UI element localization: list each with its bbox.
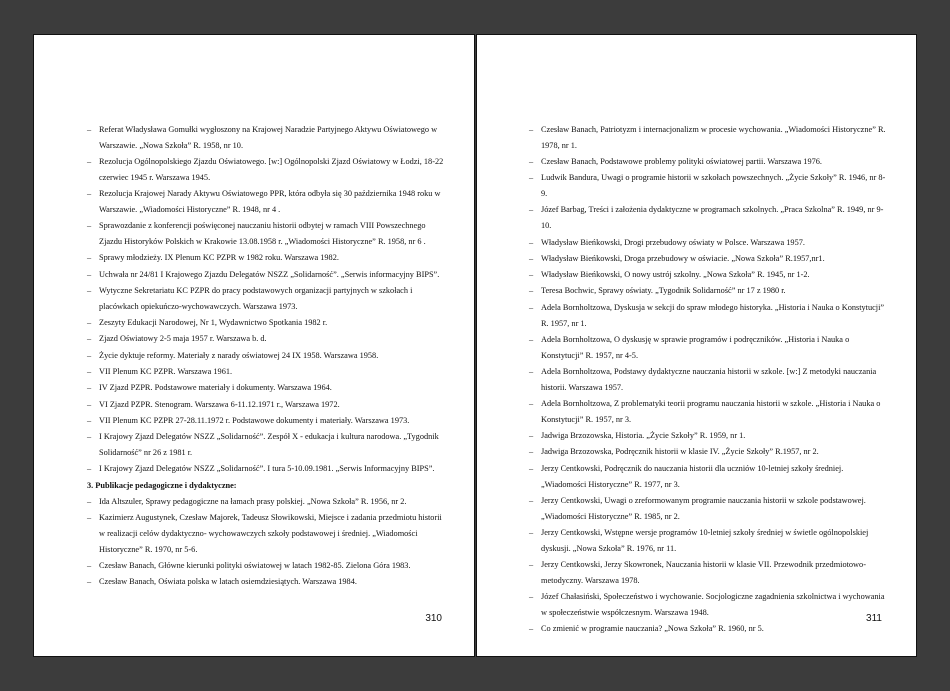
list-dash: –	[529, 463, 534, 473]
entry-text: Józef Barbag, Treści i założenia dydaktyczne w programach szkolnych. „Praca Szkolna” R. 1949, nr 9-10.	[541, 205, 884, 231]
entry-text: Czesław Banach, Patriotyzm i internacjonalizm w procesie wychowania. „Wiadomości Historyczne” R. 1978, nr 1.	[541, 125, 886, 150]
bibliography-entry	[529, 444, 889, 460]
list-dash: –	[87, 366, 92, 376]
list-dash: –	[87, 513, 92, 523]
bibliography-entry	[87, 510, 449, 557]
entry-text: Rezolucja Ogólnopolskiego Zjazdu Oświatowego. [w:] Ogólnopolski Zjazd Oświatowy w Łodzi, 18-22 czerwiec 1945 r. Warszawa 1945.	[99, 157, 444, 182]
page-number-left: 310	[425, 613, 442, 624]
list-dash: –	[87, 189, 92, 199]
list-dash: –	[529, 173, 534, 183]
list-dash: –	[529, 270, 534, 280]
bibliography-list-right	[529, 122, 889, 638]
entry-text: I Krajowy Zjazd Delegatów NSZZ „Solidarność”. I tura 5-10.09.1981. „Serwis Informacyjny BIPS”.	[99, 464, 435, 474]
entry-text: Jerzy Centkowski, Uwagi o zreformowanym programie nauczania historii w szkole podstawowej. „Wiadomości Historyczne” R. 1985, nr 2.	[541, 495, 866, 521]
entry-text: Władysław Bieńkowski, O nowy ustrój szkolny. „Nowa Szkoła” R. 1945, nr 1-2.	[541, 270, 810, 280]
bibliography-entry	[529, 300, 889, 332]
list-dash: –	[529, 157, 534, 167]
entry-text: Ludwik Bandura, Uwagi o programie historii w szkołach powszechnych. „Życie Szkoły” R. 1946, nr 8-9.	[541, 173, 886, 199]
list-dash: –	[87, 399, 92, 409]
bibliography-entry	[87, 364, 449, 380]
entry-text: Czesław Banach, Podstawowe problemy polityki oświatowej partii. Warszawa 1976.	[541, 157, 822, 167]
bibliography-entry	[87, 558, 449, 574]
entry-text: Ida Altszuler, Sprawy pedagogiczne na łamach prasy polskiej. „Nowa Szkoła” R. 1956, nr 2.	[99, 496, 407, 506]
list-dash: –	[87, 561, 92, 571]
list-dash: –	[529, 495, 534, 505]
list-dash: –	[87, 432, 92, 442]
entry-text: Władysław Bieńkowski, Drogi przebudowy oświaty w Polsce. Warszawa 1957.	[541, 237, 805, 247]
left-page	[33, 34, 475, 657]
list-dash: –	[87, 318, 92, 328]
right-page	[476, 34, 917, 657]
entry-text: Czesław Banach, Oświata polska w latach osiemdziesiątych. Warszawa 1984.	[99, 577, 357, 587]
list-dash: –	[529, 431, 534, 441]
bibliography-entry	[87, 122, 449, 154]
bibliography-entry	[529, 170, 889, 202]
entry-text: VII Plenum KC PZPR. Warszawa 1961.	[99, 366, 233, 376]
entry-text: Jadwiga Brzozowska, Historia. „Życie Szkoły” R. 1959, nr 1.	[541, 431, 746, 441]
entry-text: VII Plenum KC PZPR 27-28.11.1972 r. Podstawowe dokumenty i materiały. Warszawa 1973.	[99, 415, 410, 425]
list-dash: –	[87, 269, 92, 279]
bibliography-entry	[529, 202, 889, 234]
entry-text: Jadwiga Brzozowska, Podręcznik historii w klasie IV. „Życie Szkoły” R.1957, nr 2.	[541, 447, 819, 457]
bibliography-entry	[529, 589, 889, 621]
entry-text: Zjazd Oświatowy 2-5 maja 1957 r. Warszawa b. d.	[99, 334, 267, 344]
bibliography-entry	[529, 364, 889, 396]
list-dash: –	[529, 205, 534, 215]
bibliography-list-left	[87, 122, 449, 591]
entry-text: Wytyczne Sekretariatu KC PZPR do pracy podstawowych organizacji partyjnych w szkołach i placówkach opiekuńczo-wychowawczych. Warszawa 1973.	[99, 285, 413, 311]
list-dash: –	[87, 221, 92, 231]
bibliography-entry	[529, 428, 889, 444]
bibliography-entry	[87, 154, 449, 186]
entry-text: Adela Bornholtzowa, O dyskusję w sprawie programów i podręczników. „Historia i Nauka o Konstytucji” R. 1957, nr 4-5.	[541, 334, 850, 360]
entry-text: Teresa Bochwic, Sprawy oświaty. „Tygodnik Solidarność” nr 17 z 1980 r.	[541, 286, 786, 296]
bibliography-entry	[529, 122, 889, 154]
bibliography-entry	[87, 250, 449, 266]
list-dash: –	[87, 464, 92, 474]
entry-text: Adela Bornholtzowa, Podstawy dydaktyczne nauczania historii w szkole. [w:] Z metodyki nauczania historii. Warszawa 1957.	[541, 366, 877, 392]
list-dash: –	[529, 125, 534, 134]
list-dash: –	[529, 366, 534, 376]
bibliography-entry	[87, 331, 449, 347]
entry-text: Jerzy Centkowski, Jerzy Skowronek, Nauczania historii w klasie VII. Przewodnik przedmiotowo-metodyczny. Warszawa 1978.	[541, 560, 866, 585]
bibliography-entry	[87, 218, 449, 250]
bibliography-entry	[87, 283, 449, 315]
entry-text: Adela Bornholtzowa, Dyskusja w sekcji do spraw młodego historyka. „Historia i Nauka o Konstytucji” R. 1957, nr 1.	[541, 302, 885, 328]
list-dash: –	[87, 253, 92, 263]
bibliography-entry	[529, 557, 889, 589]
section-heading	[87, 478, 449, 494]
bibliography-entry	[529, 332, 889, 364]
bibliography-entry	[529, 267, 889, 283]
entry-text: Jerzy Centkowski, Wstępne wersje programów 10-letniej szkoły średniej w świetle ogólnopolskiej dyskusji. „Nowa Szkoła” R. 1976, nr 11.	[541, 527, 869, 553]
list-dash: –	[529, 334, 534, 344]
list-dash: –	[87, 285, 92, 295]
list-dash: –	[87, 496, 92, 506]
list-dash: –	[529, 560, 534, 570]
bibliography-entry	[87, 397, 449, 413]
entry-text: Józef Chałasiński, Społeczeństwo i wychowanie. Socjologiczne zagadnienia szkolnictwa i wychowania w społeczeństwie współczesnym. Warszawa 1948.	[541, 592, 885, 617]
bibliography-entry	[87, 461, 449, 477]
entry-text: Władysław Bieńkowski, Droga przebudowy w oświacie. „Nowa Szkoła” R.1957,nr1.	[541, 253, 825, 263]
entry-text: Referat Władysława Gomułki wygłoszony na Krajowej Naradzie Partyjnego Aktywu Oświatowego w Warszawie. „Nowa Szkoła” R. 1958, nr 10.	[99, 125, 438, 150]
list-dash: –	[87, 577, 92, 587]
bibliography-entry	[87, 186, 449, 218]
list-dash: –	[87, 334, 92, 344]
list-dash: –	[529, 592, 534, 602]
bibliography-entry	[87, 267, 449, 283]
list-dash: –	[529, 286, 534, 296]
entry-text: Jerzy Centkowski, Podręcznik do nauczania historii dla uczniów 10-letniej szkoły średniej. „Wiadomości Historyczne” R. 1977, nr 3.	[541, 463, 844, 489]
bibliography-entry	[87, 429, 449, 461]
list-dash: –	[529, 527, 534, 537]
bibliography-entry	[529, 621, 889, 637]
list-dash: –	[87, 125, 92, 134]
entry-text: 3. Publikacje pedagogiczne i dydaktyczne:	[87, 480, 237, 490]
list-dash: –	[87, 415, 92, 425]
bibliography-entry	[87, 574, 449, 590]
page-number-right: 311	[866, 613, 882, 624]
bibliography-entry	[87, 494, 449, 510]
bibliography-entry	[529, 525, 889, 557]
bibliography-entry	[87, 315, 449, 331]
entry-text: Co zmienić w programie nauczania? „Nowa Szkoła” R. 1960, nr 5.	[541, 624, 764, 634]
list-dash: –	[529, 302, 534, 312]
bibliography-entry	[87, 413, 449, 429]
list-dash: –	[529, 447, 534, 457]
entry-text: IV Zjazd PZPR. Podstawowe materiały i dokumenty. Warszawa 1964.	[99, 383, 332, 393]
list-dash: –	[529, 237, 534, 247]
entry-text: Sprawy młodzieży. IX Plenum KC PZPR w 1982 roku. Warszawa 1982.	[99, 253, 339, 263]
entry-text: Zeszyty Edukacji Narodowej, Nr 1, Wydawnictwo Spotkania 1982 r.	[99, 318, 328, 328]
list-dash: –	[87, 157, 92, 167]
bibliography-entry	[529, 235, 889, 251]
bibliography-entry	[529, 396, 889, 428]
entry-text: VI Zjazd PZPR. Stenogram. Warszawa 6-11.12.1971 r., Warszawa 1972.	[99, 399, 340, 409]
entry-text: Adela Bornholtzowa, Z problematyki teorii programu nauczania historii w szkole. „Historia i Nauka o Konstytucji” R. 1957, nr 3.	[541, 399, 881, 424]
entry-text: Uchwała nr 24/81 I Krajowego Zjazdu Delegatów NSZZ „Solidarność”. „Serwis informacyjny BIPS”.	[99, 269, 440, 279]
entry-text: Sprawozdanie z konferencji poświęconej nauczaniu historii odbytej w ramach VIII Powszechnego Zjazdu Historyków Polskich w Krakowie 13.08.1958 r. „Wiadomości Historyczne” R. 1958, nr 6 .	[99, 221, 426, 247]
bibliography-entry	[529, 251, 889, 267]
list-dash: –	[87, 383, 92, 393]
list-dash: –	[529, 253, 534, 263]
entry-text: Czesław Banach, Główne kierunki polityki oświatowej w latach 1982-85. Zielona Góra 1983.	[99, 561, 411, 571]
entry-text: I Krajowy Zjazd Delegatów NSZZ „Solidarność”. Zespół X - edukacja i kultura narodowa. „Tygodnik Solidarność” nr 26 z 1981 r.	[99, 432, 439, 457]
bibliography-entry	[529, 154, 889, 170]
bibliography-entry	[529, 461, 889, 493]
entry-text: Rezolucja Krajowej Narady Aktywu Oświatowego PPR, która odbyła się 30 października 1948 roku w Warszawie. „Wiadomości Historyczne” R. 1948, nr 4 .	[99, 189, 441, 214]
bibliography-entry	[529, 283, 889, 299]
bibliography-entry	[87, 348, 449, 364]
bibliography-entry	[87, 380, 449, 396]
entry-text: Życie dyktuje reformy. Materiały z narady oświatowej 24 IX 1958. Warszawa 1958.	[99, 350, 379, 360]
entry-text: Kazimierz Augustynek, Czesław Majorek, Tadeusz Słowikowski, Miejsce i zadania przedmiotu historii w realizacji celów dydaktyczno- wychowawczych szkoły podstawowej i średniej. „Wiadomości Historyczne” R. 1970, nr 5-6.	[99, 513, 442, 554]
list-dash: –	[529, 624, 534, 634]
list-dash: –	[529, 399, 534, 409]
list-dash: –	[87, 350, 92, 360]
bibliography-entry	[529, 493, 889, 525]
